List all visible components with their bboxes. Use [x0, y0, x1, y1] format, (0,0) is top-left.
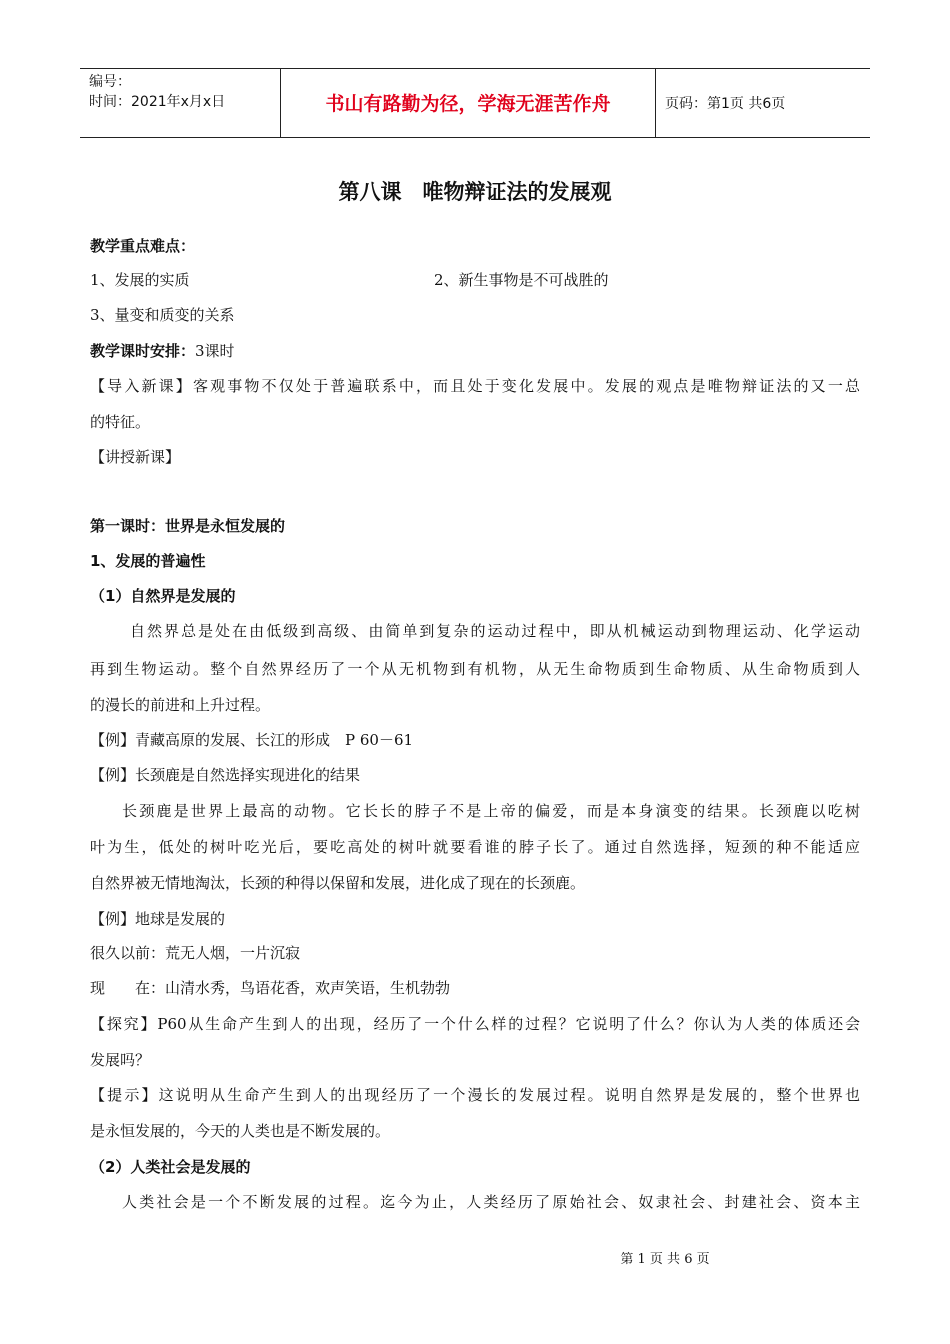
section-1-heading: 1、发展的普遍性	[90, 552, 206, 570]
header-page-label: 页码：第1页 共6页	[665, 96, 786, 112]
example-earth: 【例】地球是发展的	[90, 910, 226, 928]
number-label: 编号：	[89, 74, 131, 90]
schedule-label: 教学课时安排：	[90, 342, 196, 360]
schedule-value: 3课时	[195, 342, 235, 360]
lesson-1-heading: 第一课时：世界是永恒发展的	[90, 517, 286, 535]
hint-line-2: 是永恒发展的，今天的人类也是不断发展的。	[90, 1122, 391, 1140]
earth-past: 很久以前：荒无人烟，一片沉寂	[90, 944, 301, 962]
society-para-line-1: 人类社会是一个不断发展的过程。迄今为止，人类经历了原始社会、奴隶社会、封建社会、资本主	[122, 1193, 860, 1211]
page-title: 第八课 唯物辩证法的发展观	[338, 180, 612, 204]
key-point-3: 3、量变和质变的关系	[90, 306, 235, 324]
header-left-cell	[80, 69, 280, 137]
giraffe-para-line-1: 长颈鹿是世界上最高的动物。它长长的脖子不是上帝的偏爱，而是本身演变的结果。长颈鹿以吃树	[122, 802, 860, 820]
example-plateau: 【例】青藏高原的发展、长江的形成 P 60－61	[90, 731, 414, 749]
giraffe-para-line-3: 自然界被无情地淘汰，长颈的种得以保留和发展，进化成了现在的长颈鹿。	[90, 874, 586, 892]
giraffe-para-line-2: 叶为生，低处的树叶吃光后，要吃高处的树叶就要看谁的脖子长了。通过自然选择，短颈的种不能适应	[90, 838, 860, 856]
document-header	[80, 68, 870, 138]
earth-present: 现 在：山清水秀，鸟语花香，欢声笑语，生机勃勃	[90, 979, 451, 997]
nature-para-line-3: 的漫长的前进和上升过程。	[90, 696, 271, 714]
nature-para-line-1: 自然界总是处在由低级到高级、由简单到复杂的运动过程中，即从机械运动到物理运动、化学运动	[130, 622, 860, 640]
lecture-heading: 【讲授新课】	[90, 448, 181, 466]
header-motto: 书山有路勤为径，学海无涯苦作舟	[280, 69, 656, 137]
key-point-2: 2、新生事物是不可战胜的	[434, 271, 609, 289]
page-footer: 第 1 页 共 6 页	[620, 1252, 710, 1267]
hint-line-1: 【提示】这说明从生命产生到人的出现经历了一个漫长的发展过程。说明自然界是发展的，整个世界也	[90, 1086, 860, 1104]
subsection-1-heading: （1）自然界是发展的	[90, 587, 236, 605]
schedule-line	[90, 341, 860, 361]
subsection-2-heading: （2）人类社会是发展的	[90, 1158, 251, 1176]
example-giraffe: 【例】长颈鹿是自然选择实现进化的结果	[90, 766, 361, 784]
key-point-1: 1、发展的实质	[90, 271, 190, 289]
explore-line-1: 【探究】P60从生命产生到人的出现，经历了一个什么样的过程？它说明了什么？你认为人类的体质还会	[90, 1015, 860, 1033]
explore-line-2: 发展吗？	[90, 1051, 151, 1069]
date-label: 时间：2021年x月x日	[89, 94, 226, 110]
key-points-heading: 教学重点难点：	[90, 237, 196, 255]
intro-line-1: 【导入新课】客观事物不仅处于普遍联系中，而且处于变化发展中。发展的观点是唯物辩证法的又一总	[90, 377, 860, 395]
nature-para-line-2: 再到生物运动。整个自然界经历了一个从无机物到有机物，从无生命物质到生命物质、从生命物质到人	[90, 660, 860, 678]
intro-line-2: 的特征。	[90, 413, 151, 431]
